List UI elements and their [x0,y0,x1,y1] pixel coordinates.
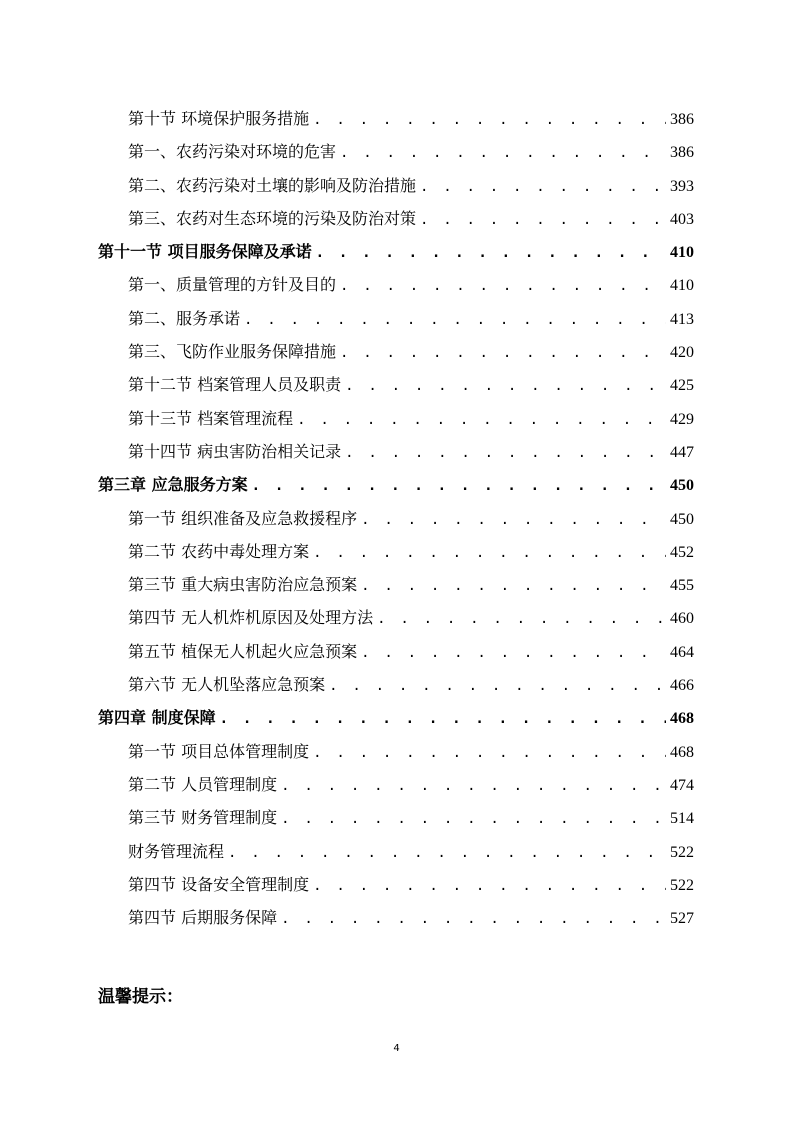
toc-entry-title: 第五节 植保无人机起火应急预案 [128,641,358,661]
table-of-contents [98,102,694,934]
toc-entry[interactable] [98,235,694,268]
toc-entry-page: 455 [670,577,694,595]
toc-entry[interactable] [98,835,694,868]
toc-dot-leader [329,670,666,703]
toc-dot-leader [313,870,666,903]
page-number: 4 [393,1043,400,1054]
toc-entry-page: 468 [670,710,694,728]
toc-entry-title: 第三、农药对生态环境的污染及防治对策 [128,208,417,228]
toc-entry-page: 403 [670,210,694,228]
toc-entry-page: 447 [670,443,694,461]
toc-entry[interactable] [98,268,694,301]
toc-entry-page: 452 [670,543,694,561]
toc-entry[interactable] [98,102,694,135]
toc-dot-leader [345,437,666,470]
toc-dot-leader [297,404,666,437]
toc-dot-leader [281,903,666,936]
toc-entry[interactable] [98,169,694,202]
toc-entry-page: 410 [670,277,694,295]
toc-entry[interactable] [98,468,694,501]
toc-entry-page: 413 [670,310,694,328]
toc-entry-page: 527 [670,910,694,928]
toc-dot-leader [244,304,666,337]
toc-dot-leader [313,737,666,770]
toc-entry-title: 第十二节 档案管理人员及职责 [128,375,342,395]
toc-dot-leader [316,237,666,270]
toc-entry[interactable] [98,868,694,901]
toc-entry-title: 第三节 重大病虫害防治应急预案 [128,575,358,595]
toc-entry[interactable] [98,801,694,834]
toc-entry-title: 第一节 项目总体管理制度 [128,741,310,761]
toc-dot-leader [361,637,666,670]
toc-dot-leader [340,270,666,303]
toc-entry[interactable] [98,668,694,701]
toc-entry-title: 第二节 人员管理制度 [128,774,278,794]
toc-entry-title: 第二、农药污染对土壤的影响及防治措施 [128,175,417,195]
toc-entry-page: 522 [670,843,694,861]
toc-dot-leader [420,204,666,237]
toc-entry[interactable] [98,302,694,335]
toc-entry-title: 第十节 环境保护服务措施 [128,109,310,128]
toc-entry[interactable] [98,202,694,235]
toc-entry-title: 第十四节 病虫害防治相关记录 [128,441,342,461]
toc-entry-page: 425 [670,377,694,395]
toc-entry-title: 第一节 组织准备及应急救援程序 [128,508,358,528]
toc-entry-page: 386 [670,111,694,128]
toc-entry-title: 财务管理流程 [128,841,225,861]
toc-entry-title: 第一、质量管理的方针及目的 [128,275,337,295]
toc-entry-page: 460 [670,610,694,628]
toc-entry-page: 466 [670,677,694,695]
toc-entry-page: 468 [670,743,694,761]
toc-entry-title: 第四节 设备安全管理制度 [128,874,310,894]
toc-dot-leader [281,770,666,803]
toc-dot-leader [281,803,666,836]
toc-entry-page: 393 [670,177,694,195]
toc-entry[interactable] [98,901,694,934]
toc-dot-leader [361,504,666,537]
toc-entry-page: 410 [670,244,694,262]
toc-entry[interactable] [98,535,694,568]
toc-entry-page: 474 [670,776,694,794]
toc-entry[interactable] [98,368,694,401]
toc-entry-title: 第三、飞防作业服务保障措施 [128,342,337,362]
toc-dot-leader [361,570,666,603]
toc-entry[interactable] [98,635,694,668]
toc-entry-title: 第二节 农药中毒处理方案 [128,541,310,561]
toc-dot-leader [345,370,666,403]
toc-dot-leader [377,603,666,636]
toc-entry-page: 450 [670,477,694,495]
toc-entry[interactable] [98,435,694,468]
toc-dot-leader [228,837,666,870]
toc-entry-page: 450 [670,510,694,528]
toc-entry-page: 464 [670,643,694,661]
toc-entry[interactable] [98,335,694,368]
toc-entry-page: 514 [670,810,694,828]
toc-entry-title: 第六节 无人机坠落应急预案 [128,675,326,695]
toc-entry-title: 第三章 应急服务方案 [98,475,248,495]
toc-entry[interactable] [98,701,694,734]
toc-entry-title: 第四节 后期服务保障 [128,908,278,928]
toc-entry-page: 420 [670,344,694,362]
toc-entry-page: 429 [670,410,694,428]
toc-entry-title: 第四章 制度保障 [98,708,216,728]
toc-dot-leader [340,337,666,370]
toc-entry[interactable] [98,768,694,801]
toc-dot-leader [340,137,666,170]
toc-entry-title: 第一、农药污染对环境的危害 [128,142,337,162]
toc-entry-title: 第十一节 项目服务保障及承诺 [98,242,312,262]
toc-entry-title: 第二、服务承诺 [128,308,241,328]
toc-entry-title: 第三节 财务管理制度 [128,808,278,828]
toc-entry-title: 第十三节 档案管理流程 [128,408,294,428]
toc-entry[interactable] [98,135,694,168]
toc-entry-page: 386 [670,144,694,162]
toc-entry[interactable] [98,502,694,535]
toc-entry[interactable] [98,735,694,768]
toc-dot-leader [313,104,666,137]
toc-entry[interactable] [98,601,694,634]
toc-dot-leader [220,703,666,736]
toc-dot-leader [252,470,666,503]
toc-entry[interactable] [98,568,694,601]
toc-dot-leader [420,171,666,204]
notice-heading: 温馨提示： [98,987,183,1007]
toc-entry[interactable] [98,402,694,435]
toc-entry-title: 第四节 无人机炸机原因及处理方法 [128,608,374,628]
toc-entry-page: 522 [670,876,694,894]
toc-dot-leader [313,537,666,570]
